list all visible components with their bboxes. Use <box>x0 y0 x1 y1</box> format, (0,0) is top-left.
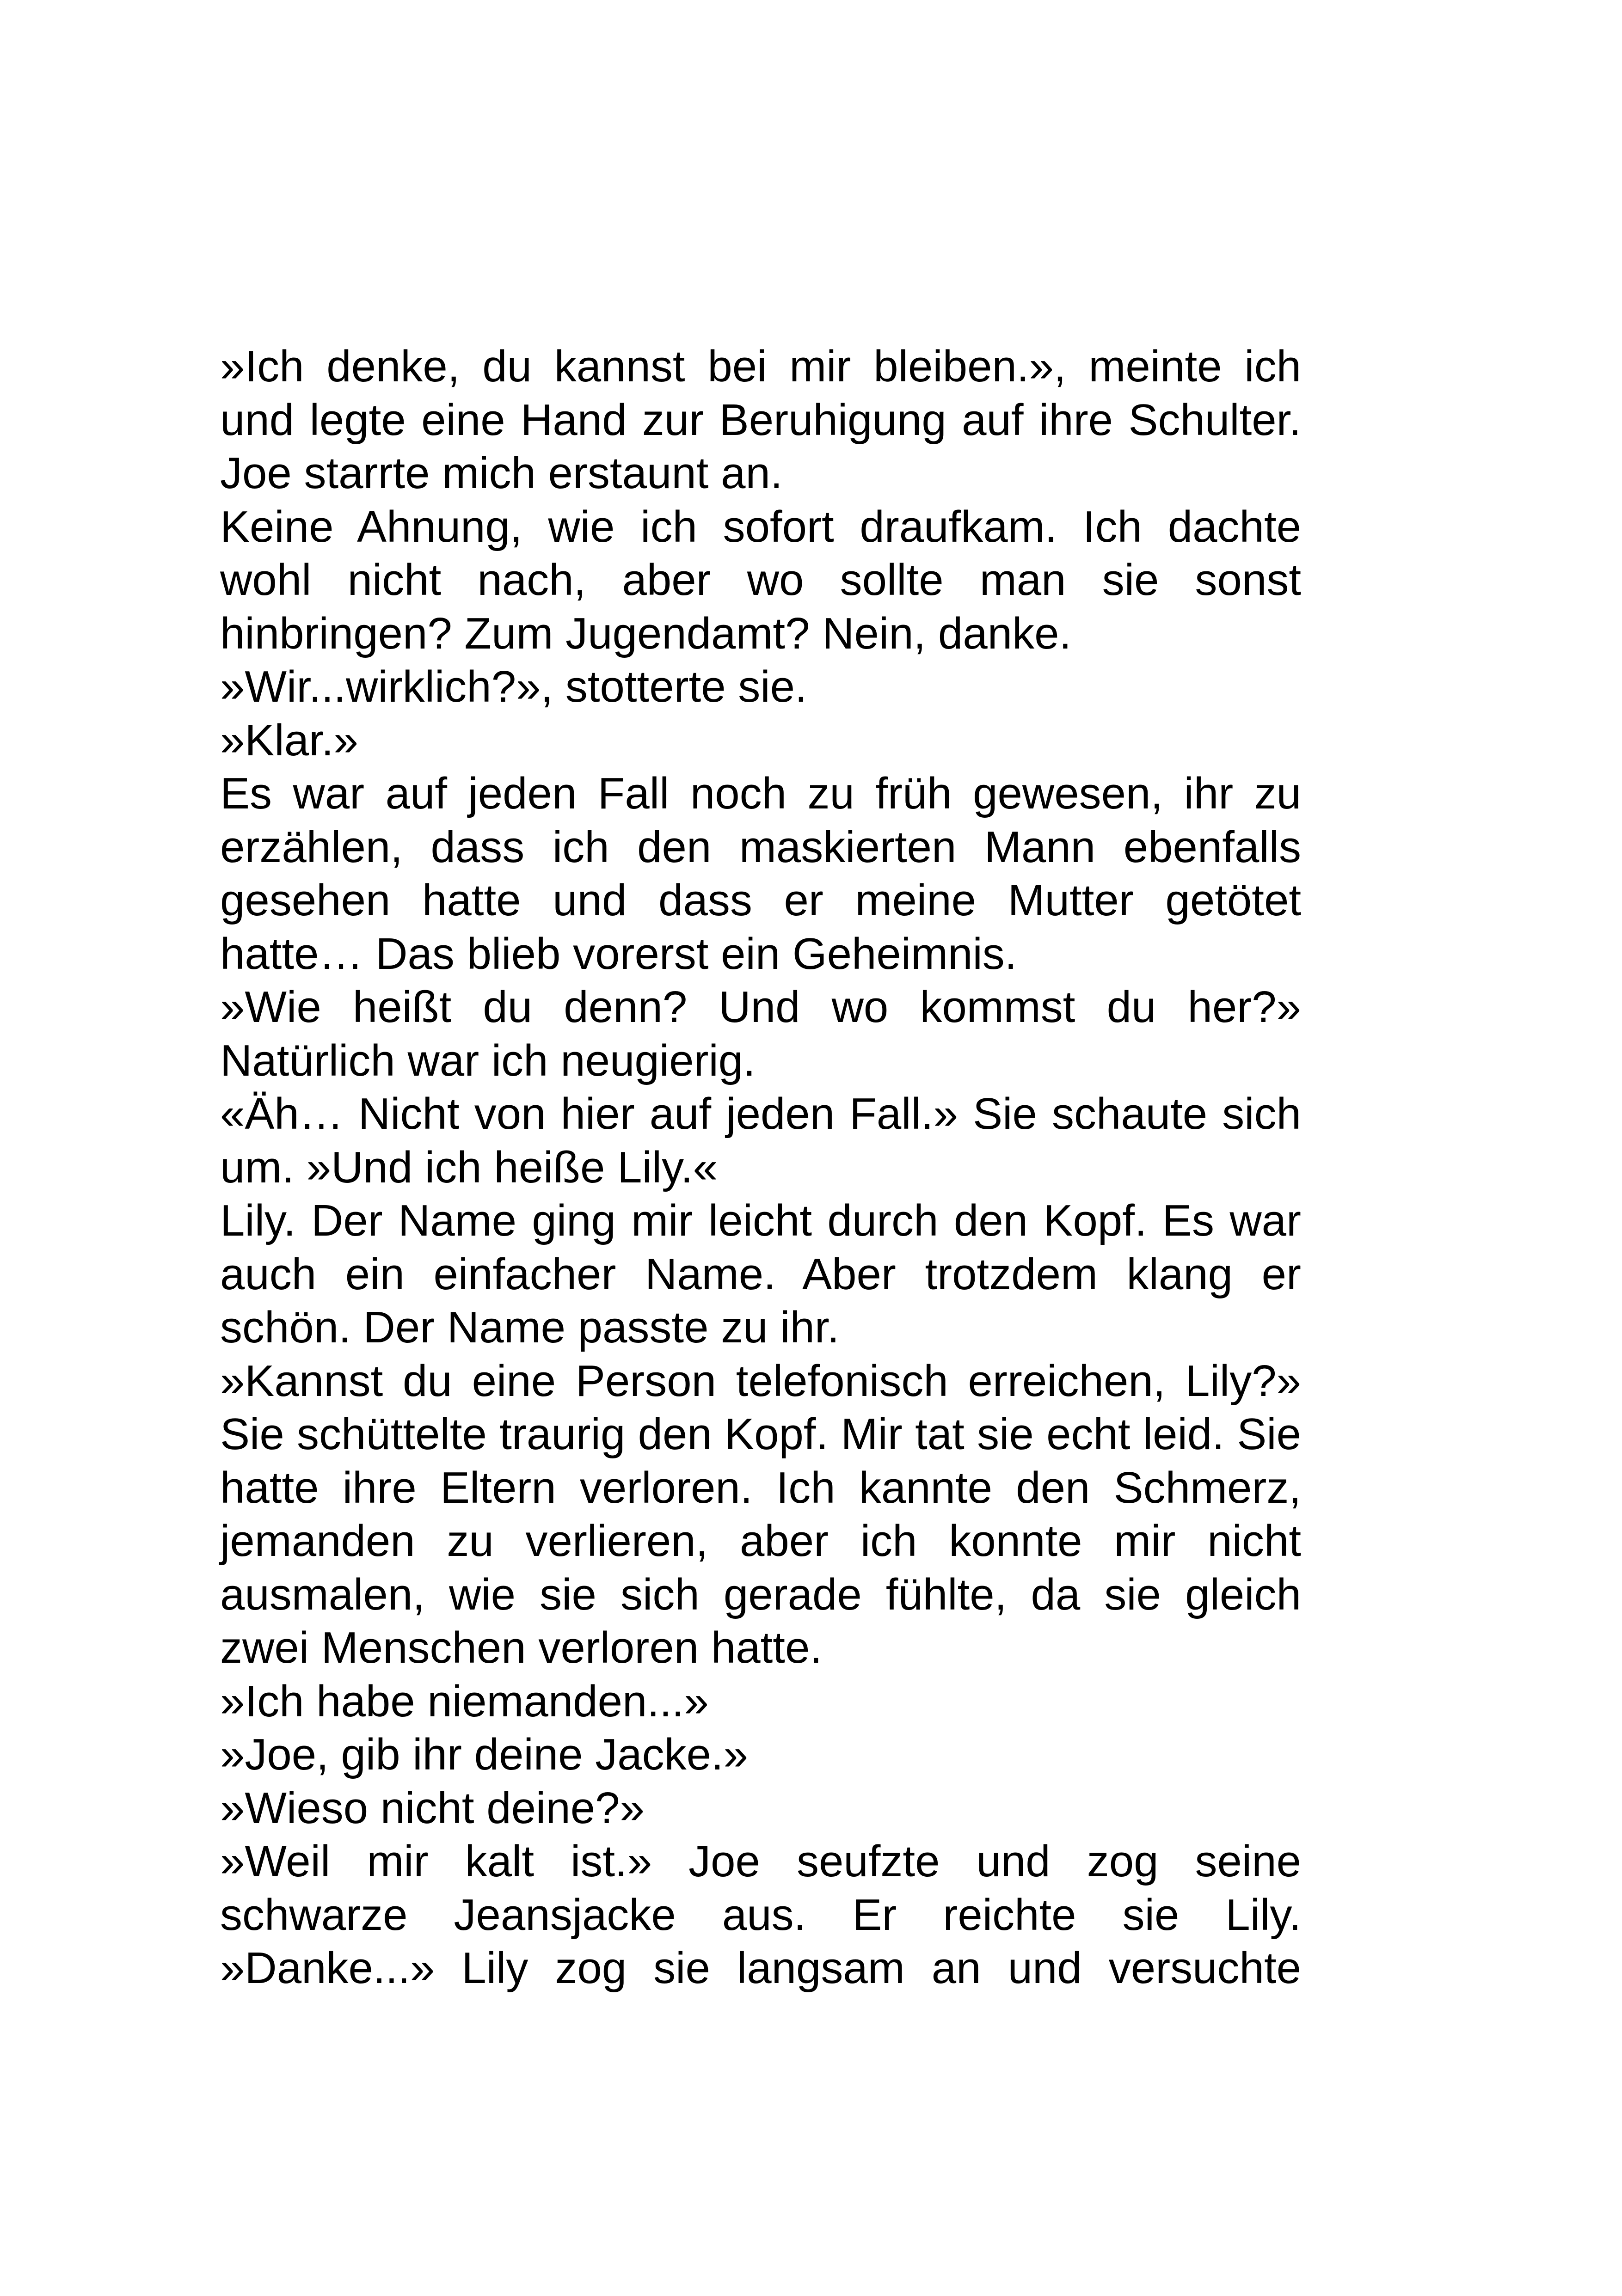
paragraph-2: Keine Ahnung, wie ich sofort draufkam. Ich dachte wohl nicht nach, aber wo sollte man sie sonst hinbringen? Zum Jugendamt? Nein, danke. <box>220 502 1301 658</box>
paragraph-3: »Wir...wirklich?», stotterte sie. <box>220 662 807 711</box>
paragraph-4: »Klar.» <box>220 715 358 765</box>
body-text <box>220 340 1301 1995</box>
paragraph-8: Lily. Der Name ging mir leicht durch den Kopf. Es war auch ein einfacher Name. Aber trotzdem klang er schön. Der Name passte zu ihr. <box>220 1196 1301 1352</box>
paragraph-9: »Kannst du eine Person telefonisch erreichen, Lily?» Sie schüttelte traurig den Kopf. Mir tat sie echt leid. Sie hatte ihre Eltern verloren. Ich kannte den Schmerz, jemanden zu verlieren, aber ich konnte mir nicht ausmalen, wie sie sich gerade fühlte, da sie gleich zwei Menschen verloren hatte. <box>220 1356 1301 1672</box>
paragraph-13: »Weil mir kalt ist.» Joe seufzte und zog seine schwarze Jeansjacke aus. Er reichte sie Lily. »Danke...» Lily zog sie langsam an und versuchte <box>220 1837 1301 1993</box>
paragraph-6: »Wie heißt du denn? Und wo kommst du her?» Natürlich war ich neugierig. <box>220 982 1301 1085</box>
paragraph-7: «Äh… Nicht von hier auf jeden Fall.» Sie schaute sich um. »Und ich heiße Lily.« <box>220 1089 1301 1192</box>
paragraph-1: »Ich denke, du kannst bei mir bleiben.», meinte ich und legte eine Hand zur Beruhigung auf ihre Schulter. Joe starrte mich erstaunt an. <box>220 342 1301 498</box>
paragraph-5: Es war auf jeden Fall noch zu früh gewesen, ihr zu erzählen, dass ich den maskierten Mann ebenfalls gesehen hatte und dass er meine Mutter getötet hatte… Das blieb vorerst ein Geheimnis. <box>220 769 1301 979</box>
paragraph-11: »Joe, gib ihr deine Jacke.» <box>220 1730 749 1779</box>
paragraph-12: »Wieso nicht deine?» <box>220 1783 645 1833</box>
paragraph-10: »Ich habe niemanden...» <box>220 1676 709 1726</box>
